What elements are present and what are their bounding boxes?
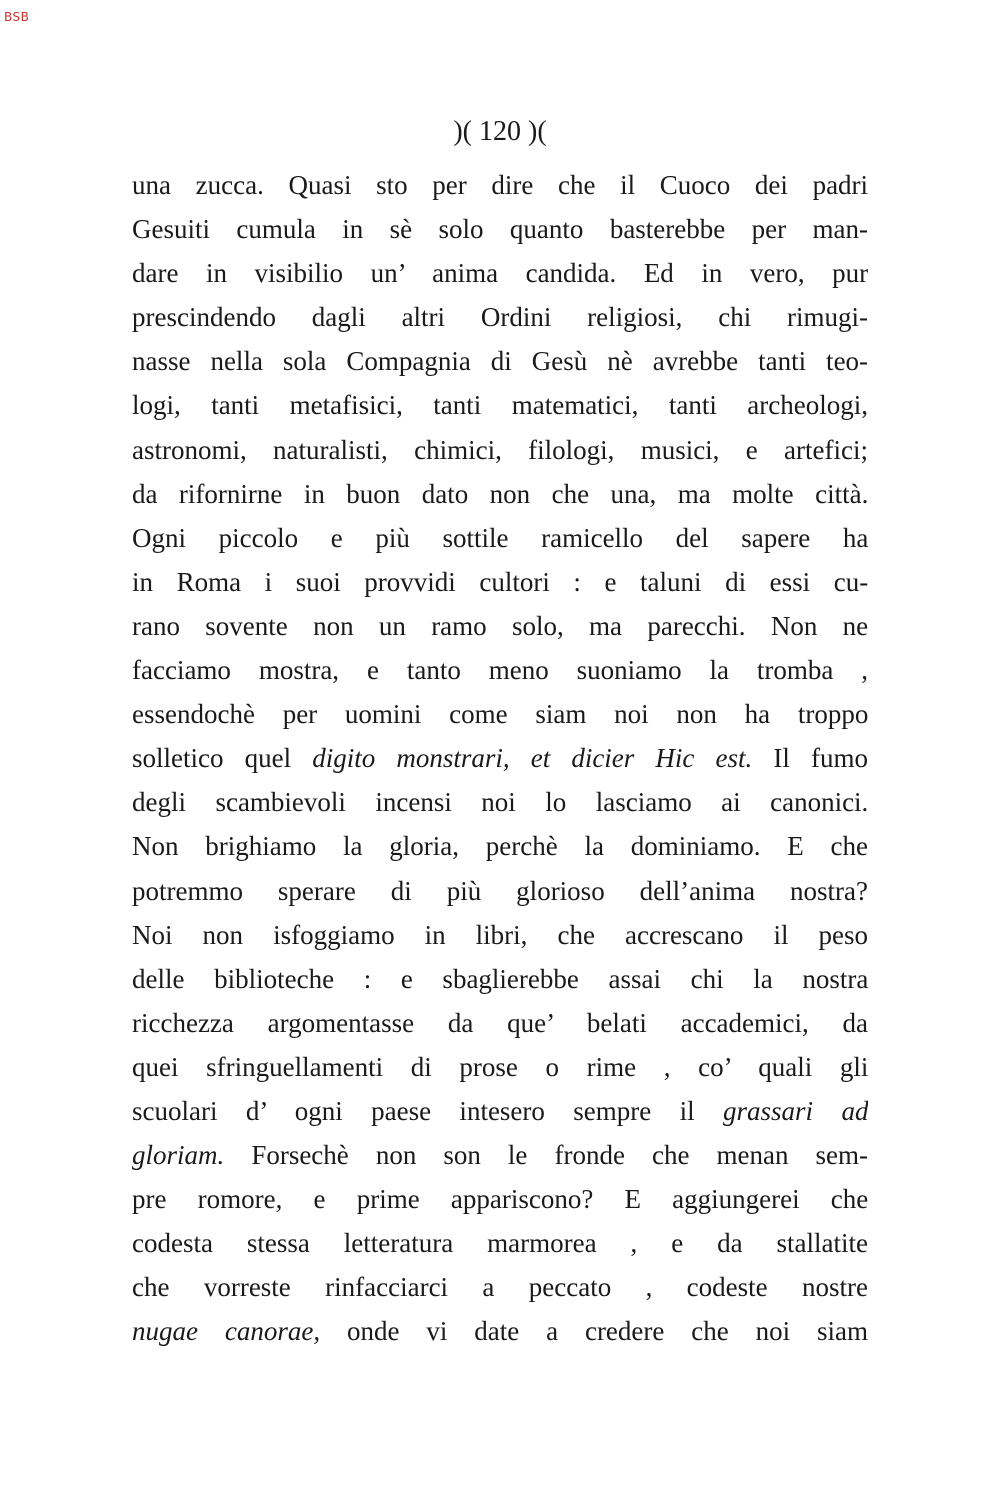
text-line (132, 1133, 868, 1177)
text-segment: ricchezza argomentasse da que’ belati accademici, da (132, 1007, 868, 1038)
text-segment: una zucca. Quasi sto per dire che il Cuoco dei padri (132, 170, 868, 200)
text-segment: in Roma i suoi provvidi cultori : e taluni di essi cu- (132, 566, 868, 597)
text-segment: nasse nella sola Compagnia di Gesù nè avrebbe tanti teo- (132, 346, 868, 377)
italic-segment: nugae canorae, (132, 1316, 321, 1347)
text-segment: pre romore, e prime appariscono? E aggiungerei che (132, 1184, 868, 1215)
text-segment: delle biblioteche : e sbaglierebbe assai chi la nostra (132, 963, 868, 994)
text-line (132, 560, 868, 604)
text-segment: rano sovente non un ramo solo, ma parecchi. Non ne (132, 610, 868, 641)
text-line (132, 383, 868, 427)
text-segment: Non brighiamo la gloria, perchè la dominiamo. E che (132, 831, 868, 862)
text-line (132, 251, 868, 295)
text-segment: essendochè per uomini come siam noi non ha troppo (132, 699, 868, 730)
text-line (132, 648, 868, 692)
text-line (132, 913, 868, 957)
italic-segment: grassari ad (723, 1095, 868, 1126)
text-line (132, 295, 868, 339)
italic-segment: gloriam. (132, 1140, 225, 1171)
text-line (132, 869, 868, 913)
text-line (132, 163, 868, 207)
text-line (132, 1177, 868, 1221)
text-line (132, 339, 868, 383)
text-segment: potremmo sperare di più glorioso dell’anima nostra? (132, 875, 868, 906)
text-line (132, 736, 868, 780)
text-line (132, 207, 868, 251)
text-segment: da rifornirne in buon dato non che una, ma molte città. (132, 478, 868, 509)
text-segment: logi, tanti metafisici, tanti matematici, tanti archeologi, (132, 390, 868, 421)
text-segment: che vorreste rinfacciarci a peccato , codeste nostre (132, 1272, 868, 1303)
text-line (132, 1045, 868, 1089)
text-line (132, 1309, 868, 1353)
italic-segment: digito monstrari, et dicier Hic est. (312, 743, 753, 774)
text-line (132, 824, 868, 868)
text-segment: degli scambievoli incensi noi lo lasciamo ai canonici. (132, 787, 868, 818)
library-watermark: BSB (4, 10, 30, 24)
text-line (132, 692, 868, 736)
text-line (132, 1221, 868, 1265)
text-segment: Gesuiti cumula in sè solo quanto basterebbe per man- (132, 214, 868, 245)
text-line (132, 428, 868, 472)
body-text (132, 163, 868, 1354)
text-segment: scuolari d’ ogni paese intesero sempre il (132, 1095, 724, 1126)
text-segment: facciamo mostra, e tanto meno suoniamo la tromba , (132, 655, 868, 686)
text-segment: Forsechè non son le fronde che menan sem- (224, 1140, 868, 1171)
text-segment: dare in visibilio un’ anima candida. Ed in vero, pur (132, 258, 868, 289)
page-number-header: )( 120 )( (453, 116, 547, 147)
text-line (132, 1089, 868, 1133)
text-line (132, 472, 868, 516)
text-segment: Noi non isfoggiamo in libri, che accrescano il peso (132, 919, 868, 950)
text-segment: prescindendo dagli altri Ordini religiosi, chi rimugi- (132, 302, 868, 333)
text-line (132, 604, 868, 648)
text-segment: codesta stessa letteratura marmorea , e da stallatite (132, 1228, 868, 1259)
text-line (132, 516, 868, 560)
text-line (132, 780, 868, 824)
text-line (132, 1265, 868, 1309)
text-segment: solletico quel (132, 743, 313, 774)
text-segment: Ogni piccolo e più sottile ramicello del sapere ha (132, 522, 868, 553)
text-line (132, 957, 868, 1001)
text-segment: Il fumo (752, 743, 868, 774)
text-segment: astronomi, naturalisti, chimici, filologi, musici, e artefici; (132, 434, 868, 465)
text-line (132, 1001, 868, 1045)
text-segment: quei sfringuellamenti di prose o rime , co’ quali gli (132, 1051, 868, 1082)
text-segment: onde vi date a credere che noi siam (320, 1316, 868, 1347)
